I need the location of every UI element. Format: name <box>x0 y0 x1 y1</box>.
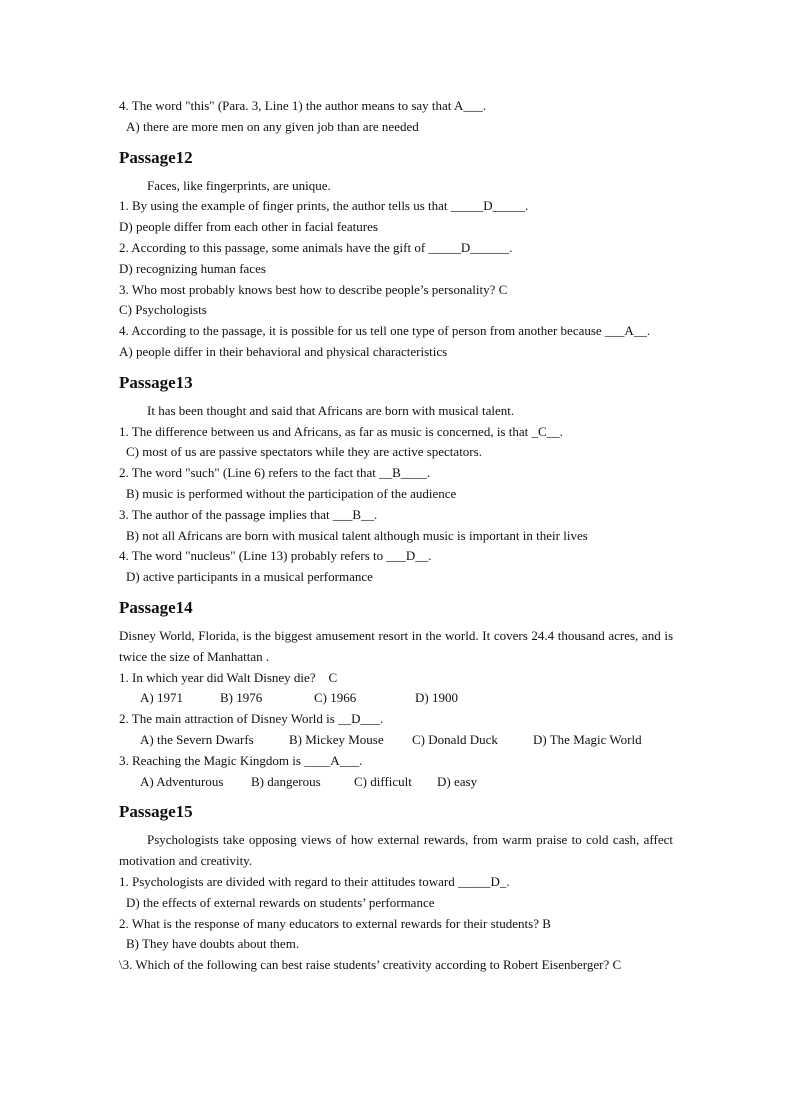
passage12-line-2: D) people differ from each other in facial features <box>119 219 378 235</box>
passage15-lead: Psychologists take opposing views of how external rewards, from warm praise to cold cash, affect motivation and creativity. <box>119 832 673 869</box>
passage13-line-3: 2. The word "such" (Line 6) refers to the fact that __B____. <box>119 465 431 481</box>
passage13-title: Passage13 <box>119 372 193 392</box>
passage13-line-7: 4. The word "nucleus" (Line 13) probably refers to ___D__. <box>119 548 432 564</box>
passage15-line-4: B) They have doubts about them. <box>126 936 300 952</box>
passage14-question-3: 3. Reaching the Magic Kingdom is ____A___. <box>119 752 363 768</box>
option: B) dangerous <box>251 773 321 789</box>
option: A) the Severn Dwarfs <box>140 731 254 747</box>
question-4-text: 4. The word "this" (Para. 3, Line 1) the author means to say that A___. <box>119 98 487 113</box>
option: C) 1966 <box>314 690 357 706</box>
passage12-line-6: C) Psychologists <box>119 302 207 318</box>
passage13-line-2: C) most of us are passive spectators while they are active spectators. <box>126 444 482 460</box>
option: C) difficult <box>354 773 412 789</box>
document-page <box>119 96 673 976</box>
option: A) Adventurous <box>140 773 224 789</box>
passage12-line-7: 4. According to the passage, it is possible for us tell one type of person from another because ___A__. <box>119 323 651 339</box>
passage12-title: Passage12 <box>119 147 193 167</box>
passage14-question-1: 1. In which year did Walt Disney die? C <box>119 669 338 685</box>
option: C) Donald Duck <box>412 731 498 747</box>
passage12-line-5: 3. Who most probably knows best how to describe people’s personality? C <box>119 281 508 297</box>
passage13-lead: It has been thought and said that Africans are born with musical talent. <box>147 402 515 418</box>
passage14-lead: Disney World, Florida, is the biggest amusement resort in the world. It covers 24.4 thousand acres, and is twice the size of Manhattan . <box>119 627 673 664</box>
passage14-question-1-options <box>119 688 673 709</box>
passage12-lead: Faces, like fingerprints, are unique. <box>147 177 331 193</box>
passage14-question-2-options <box>119 730 673 751</box>
passage13-line-8: D) active participants in a musical performance <box>126 569 373 585</box>
option: B) 1976 <box>220 690 263 706</box>
passage15-line-1: 1. Psychologists are divided with regard to their attitudes toward _____D_. <box>119 873 510 889</box>
passage12-line-3: 2. According to this passage, some animals have the gift of _____D______. <box>119 239 513 255</box>
passage13-line-5: 3. The author of the passage implies that ___B__. <box>119 506 378 522</box>
option: B) Mickey Mouse <box>289 731 384 747</box>
passage14-question-3-options <box>119 772 673 793</box>
passage15-line-5: \3. Which of the following can best raise students’ creativity according to Robert Eisenberger? C <box>119 957 622 973</box>
passage15-line-3: 2. What is the response of many educators to external rewards for their students? B <box>119 915 551 931</box>
option: D) easy <box>437 773 478 789</box>
passage12-line-1: 1. By using the example of finger prints, the author tells us that _____D_____. <box>119 198 529 214</box>
passage12-line-4: D) recognizing human faces <box>119 260 266 276</box>
option: D) The Magic World <box>533 731 642 747</box>
passage14-title: Passage14 <box>119 597 193 617</box>
passage13-line-6: B) not all Africans are born with musical talent although music is important in their lives <box>126 527 588 543</box>
passage12-line-8: A) people differ in their behavioral and physical characteristics <box>119 343 448 359</box>
question-4-answer: A) there are more men on any given job than are needed <box>126 118 419 134</box>
passage14-question-2: 2. The main attraction of Disney World is __D___. <box>119 711 384 727</box>
option: D) 1900 <box>415 690 458 706</box>
passage15-line-2: D) the effects of external rewards on students’ performance <box>126 894 435 910</box>
option: A) 1971 <box>140 690 183 706</box>
passage13-line-4: B) music is performed without the participation of the audience <box>126 485 457 501</box>
passage15-title: Passage15 <box>119 802 193 822</box>
passage13-line-1: 1. The difference between us and Africans, as far as music is concerned, is that _C__. <box>119 423 563 439</box>
